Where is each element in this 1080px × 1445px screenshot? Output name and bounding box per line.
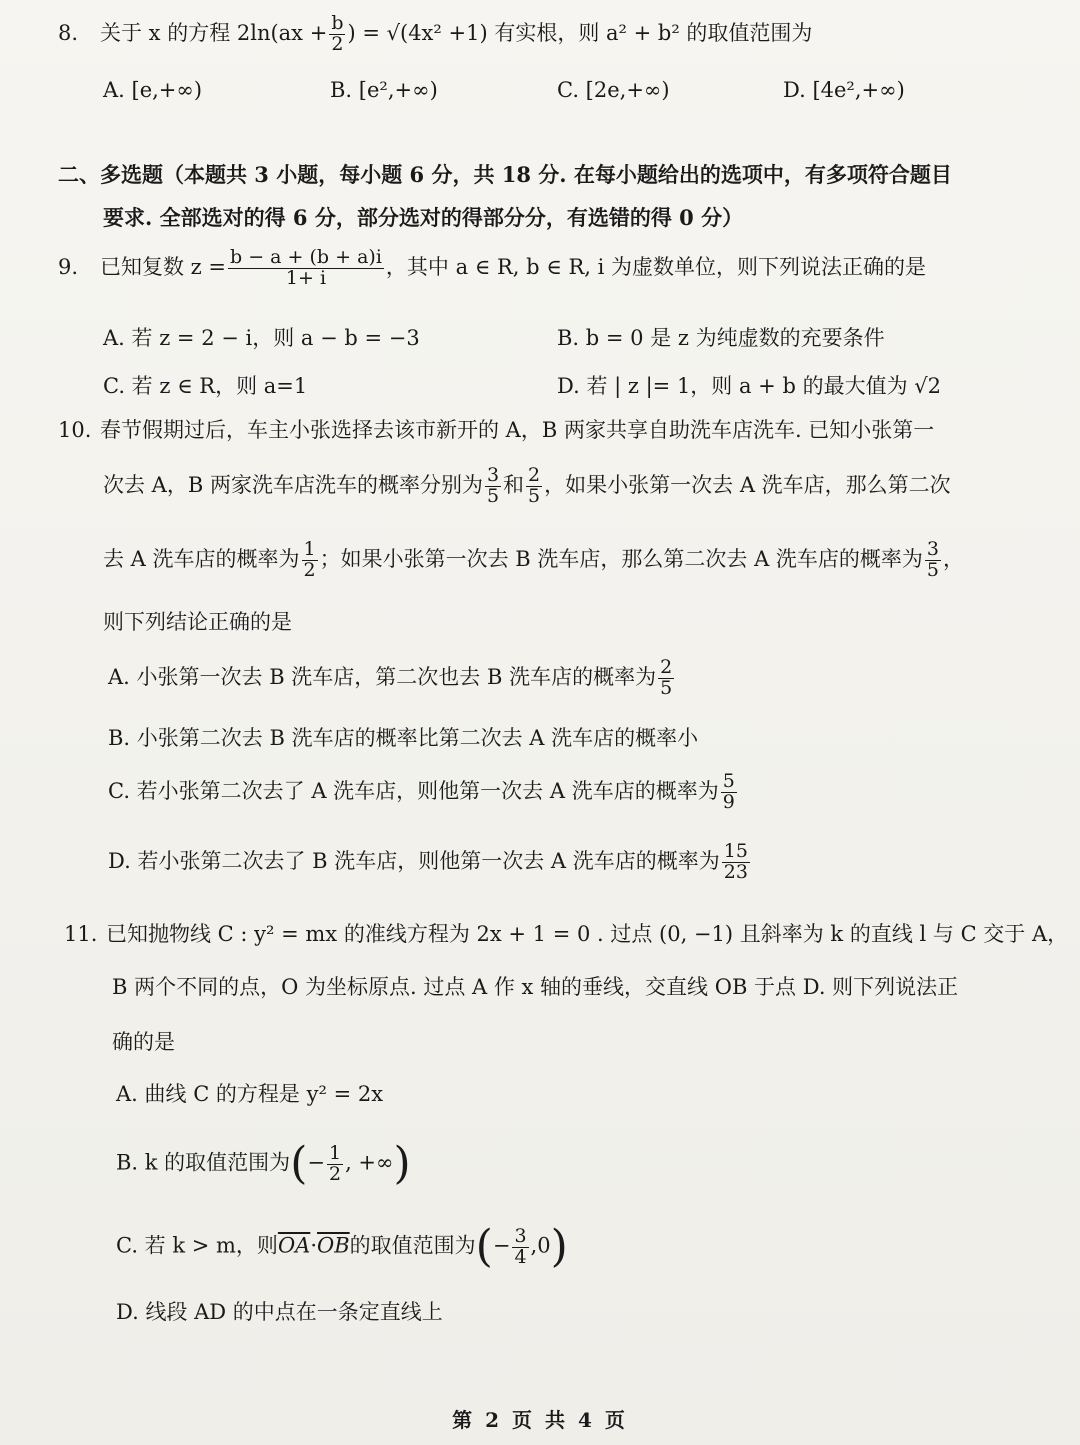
question-8-option-c: C. [2e,+∞) — [557, 78, 670, 102]
fraction: $\frac{2}{5}$ — [660, 656, 673, 699]
question-8-stem: 8. 关于 x 的方程 2ln(ax + $\frac{b}{2}$ ) = √(4x² +1) 有实根，则 a² + b² 的取值范围为 — [58, 12, 813, 55]
question-11-stem-line1: 11. 已知抛物线 C : y² = mx 的准线方程为 2x + 1 = 0 . 过点 (0, −1) 且斜率为 k 的直线 l 与 C 交于 A， — [64, 922, 1069, 946]
fraction: $\frac{5}{9}$ — [722, 770, 735, 813]
right-paren: ) — [393, 1138, 411, 1189]
vector-oa: $\overline{OA}$ — [277, 1233, 311, 1258]
fraction: $\frac{15}{23}$ — [723, 840, 748, 883]
fraction: $\frac{1}{2}$ — [303, 538, 316, 581]
right-paren: ) — [550, 1221, 568, 1272]
page-number-footer: 第 2 页 共 4 页 — [452, 1408, 628, 1432]
question-10-option-a: A. 小张第一次去 B 洗车店，第二次也去 B 洗车店的概率为 $\frac{2}{5}$ — [108, 656, 673, 699]
question-10-stem-line3: 去 A 洗车店的概率为 $\frac{1}{2}$ ；如果小张第一次去 B 洗车店，那么第二次去 A 洗车店的概率为 $\frac{3}{5}$ ， — [103, 538, 964, 581]
question-10-stem-line4: 则下列结论正确的是 — [103, 610, 292, 634]
fraction: $\frac{3}{4}$ — [514, 1224, 527, 1268]
fraction: $\frac{b - a + (b + a)i}{1+ i}$ — [230, 246, 382, 289]
left-paren: ( — [290, 1138, 308, 1189]
fraction: $\frac{1}{2}$ — [328, 1141, 342, 1185]
question-10-option-b: B. 小张第二次去 B 洗车店的概率比第二次去 A 洗车店的概率小 — [108, 726, 699, 750]
section-2-heading: 二、多选题（本题共 3 小题，每小题 6 分，共 18 分. 在每小题给出的选项中，有多项符合题目 — [58, 162, 952, 187]
question-10-option-c: C. 若小张第二次去了 A 洗车店，则他第一次去 A 洗车店的概率为 $\frac{5}{9}$ — [108, 770, 735, 813]
question-11-option-d: D. 线段 AD 的中点在一条定直线上 — [116, 1300, 443, 1324]
question-8-option-b: B. [e²,+∞) — [330, 78, 438, 102]
section-2-heading-cont: 要求. 全部选对的得 6 分，部分选对的得部分分，有选错的得 0 分） — [103, 205, 744, 230]
left-paren: ( — [475, 1221, 493, 1272]
question-8-option-a: A. [e,+∞) — [103, 78, 203, 102]
fraction: $\frac{3}{5}$ — [926, 538, 939, 581]
question-9-option-c: C. 若 z ∈ R，则 a=1 — [103, 374, 308, 398]
question-10-stem-line2: 次去 A，B 两家洗车店洗车的概率分别为 $\frac{3}{5}$ 和 $\frac{2}{5}$ ，如果小张第一次去 A 洗车店，那么第二次 — [103, 464, 951, 507]
question-11-option-c: C. 若 k > m，则$\overline{OA}\cdot\overline{OB}$的取值范围为(− $\frac{3}{4}$ ,0) — [116, 1221, 568, 1272]
question-9-stem: 9. 已知复数 z = $\frac{b - a + (b + a)i}{1+ i}$ ，其中 a ∈ R, b ∈ R, i 为虚数单位，则下列说法正确的是 — [58, 246, 927, 289]
question-8-option-d: D. [4e²,+∞) — [783, 78, 905, 102]
question-9-option-b: B. b = 0 是 z 为纯虚数的充要条件 — [557, 326, 885, 350]
fraction: $\frac{b}{2}$ — [331, 12, 344, 55]
question-11-stem-line2: B 两个不同的点，O 为坐标原点. 过点 A 作 x 轴的垂线，交直线 OB 于点 D. 则下列说法正 — [112, 975, 959, 999]
fraction: $\frac{2}{5}$ — [528, 464, 541, 507]
question-9-option-d: D. 若 | z |= 1，则 a + b 的最大值为 √2 — [557, 374, 941, 398]
question-11-stem-line3: 确的是 — [112, 1030, 175, 1054]
question-10-stem-line1: 10. 春节假期过后，车主小张选择去该市新开的 A，B 两家共享自助洗车店洗车. 已知小张第一 — [58, 418, 935, 442]
vector-ob: $\overline{OB}$ — [317, 1233, 350, 1258]
question-11-option-a: A. 曲线 C 的方程是 y² = 2x — [116, 1082, 384, 1106]
question-10-option-d: D. 若小张第二次去了 B 洗车店，则他第一次去 A 洗车店的概率为 $\frac{15}{23}$ — [108, 840, 748, 883]
question-9-option-a: A. 若 z = 2 − i，则 a − b = −3 — [103, 326, 420, 350]
question-11-option-b: B. k 的取值范围为(− $\frac{1}{2}$ , +∞) — [116, 1138, 411, 1189]
fraction: $\frac{3}{5}$ — [486, 464, 500, 507]
